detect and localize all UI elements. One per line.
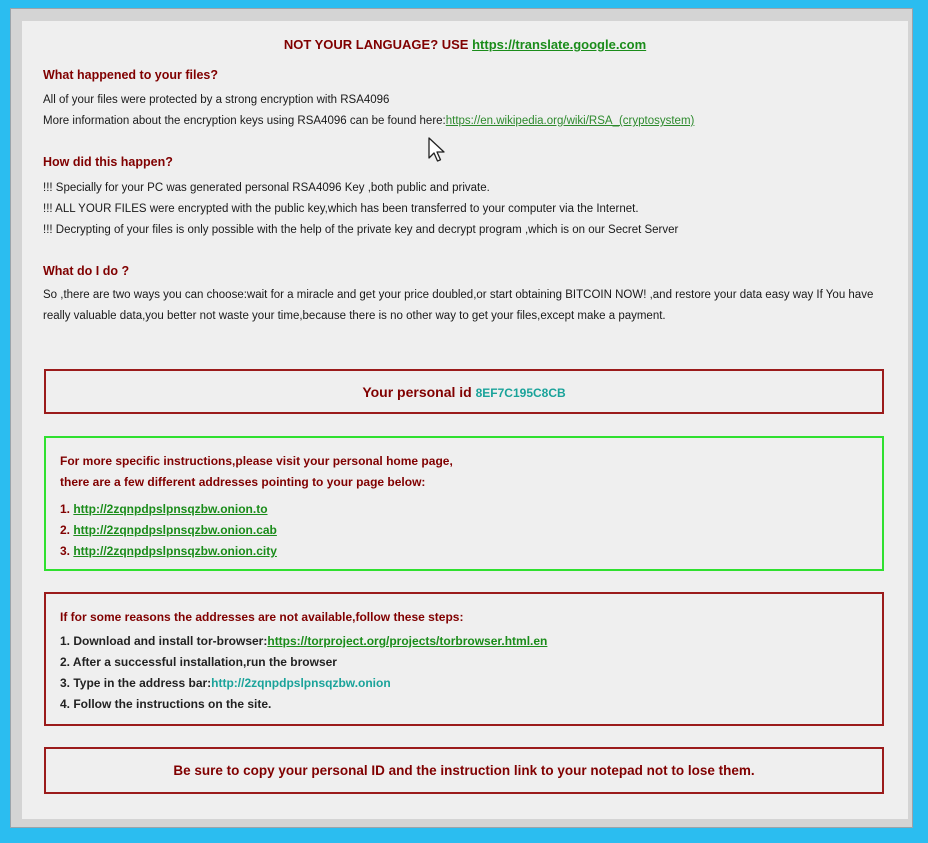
more-info-text: More information about the encryption keys using RSA4096 can be found here:: [43, 115, 446, 127]
personal-id-value: 8EF7C195C8CB: [475, 386, 566, 400]
heading-how-did-this-happen: How did this happen?: [43, 155, 173, 169]
explanation-line-2: !!! ALL YOUR FILES were encrypted with the public key,which has been transferred to your computer via the Internet.: [43, 203, 639, 215]
onion-link-item-3: [60, 544, 277, 558]
tor-steps-box: [44, 592, 884, 726]
language-banner: [22, 37, 908, 52]
more-info-line: [43, 115, 694, 127]
banner-text: NOT YOUR LANGUAGE? USE: [283, 37, 473, 52]
torbrowser-download-link[interactable]: https://torproject.org/projects/torbrowser.html.en: [267, 634, 548, 648]
explanation-line-3: !!! Decrypting of your files is only possible with the help of the private key and decrypt program ,which is on our Secret Server: [43, 224, 679, 236]
personal-id-box: [44, 369, 884, 414]
onion-to-link[interactable]: http://2zqnpdpslpnsqzbw.onion.to: [73, 502, 268, 516]
onion-cab-link[interactable]: http://2zqnpdpslpnsqzbw.onion.cab: [73, 523, 277, 537]
wikipedia-rsa-link[interactable]: https://en.wikipedia.org/wiki/RSA_(cryptosystem): [445, 115, 695, 127]
steps-intro: If for some reasons the addresses are not available,follow these steps:: [60, 610, 464, 624]
copy-id-notice: Be sure to copy your personal ID and the instruction link to your notepad not to lose them.: [173, 763, 755, 778]
step-1: [60, 634, 547, 648]
step-3: [60, 676, 391, 690]
explanation-line-1: !!! Specially for your PC was generated personal RSA4096 Key ,both public and private.: [43, 182, 490, 194]
onion-link-item-1: [60, 502, 268, 516]
ransom-note-page: [22, 21, 908, 819]
links-intro-line-1: For more specific instructions,please visit your personal home page,: [60, 454, 453, 468]
notice-box: [44, 747, 884, 794]
onion-link-number: 2.: [60, 523, 74, 537]
personal-id-label: Your personal id: [362, 384, 476, 400]
onion-address: http://2zqnpdpslpnsqzbw.onion: [211, 676, 391, 690]
translate-link[interactable]: https://translate.google.com: [472, 37, 647, 52]
personal-id-line: [46, 384, 882, 400]
instructions-links-box: [44, 436, 884, 571]
onion-link-number: 1.: [60, 502, 74, 516]
heading-what-happened: What happened to your files?: [43, 68, 219, 82]
heading-what-do-i-do: What do I do ?: [43, 264, 130, 278]
onion-link-number: 3.: [60, 544, 74, 558]
step-3-text: 3. Type in the address bar:: [60, 676, 212, 690]
options-paragraph: So ,there are two ways you can choose:wait for a miracle and get your price doubled,or start obtaining BITCOIN NOW! ,and restore your data easy way If You have really valuable data,you better not waste your time,because there is no other way to get your files,except make a payment.: [43, 289, 874, 322]
links-intro-line-2: there are a few different addresses pointing to your page below:: [60, 475, 426, 489]
step-1-text: 1. Download and install tor-browser:: [60, 634, 268, 648]
mouse-pointer-icon: [428, 137, 448, 165]
encryption-info-line: All of your files were protected by a strong encryption with RSA4096: [43, 94, 390, 106]
onion-link-item-2: [60, 523, 277, 537]
onion-city-link[interactable]: http://2zqnpdpslpnsqzbw.onion.city: [73, 544, 277, 558]
step-2: 2. After a successful installation,run the browser: [60, 655, 337, 669]
step-4: 4. Follow the instructions on the site.: [60, 697, 272, 711]
